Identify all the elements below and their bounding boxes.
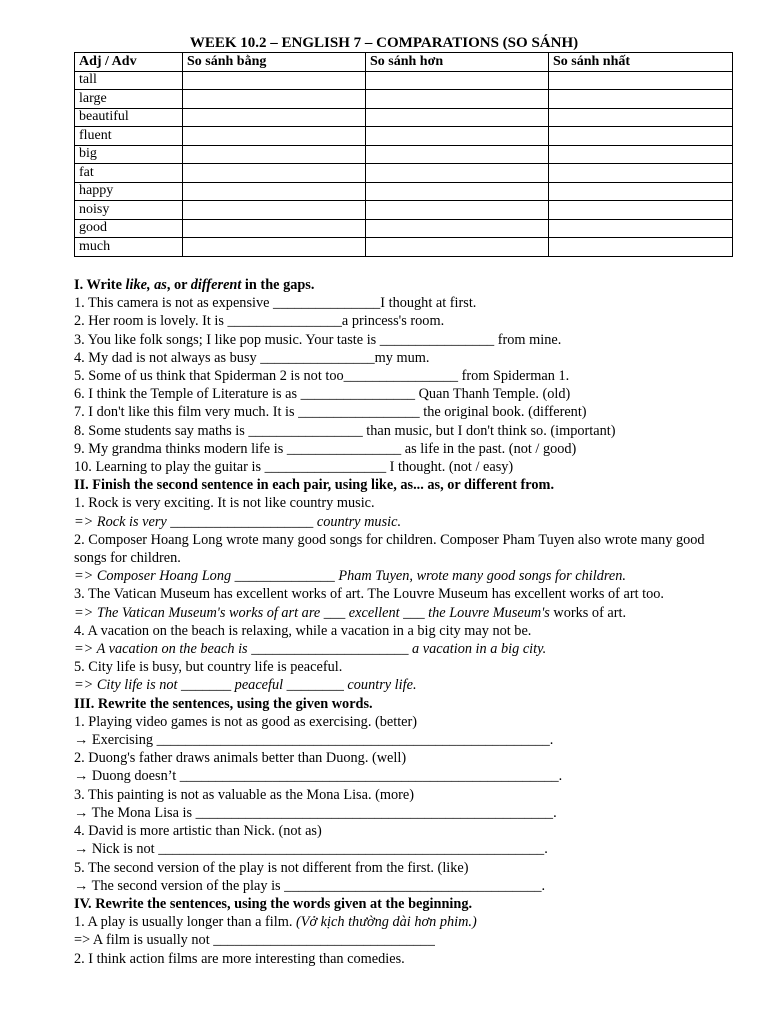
blank-cell[interactable] — [183, 145, 366, 164]
blank-cell[interactable] — [183, 71, 366, 90]
blank-cell[interactable] — [183, 201, 366, 220]
section-1-heading: I. Write like, as, or different in the gaps. — [74, 277, 315, 293]
word-cell: tall — [75, 71, 183, 90]
exercise-item: 4. A vacation on the beach is relaxing, while a vacation in a big city may not be. — [74, 622, 532, 639]
table-row — [75, 145, 733, 164]
comparison-table — [74, 52, 733, 257]
blank-cell[interactable] — [366, 238, 549, 257]
exercise-item: 10. Learning to play the guitar is _________________ I thought. (not / easy) — [74, 459, 514, 476]
blank-cell[interactable] — [549, 201, 733, 220]
blank-cell[interactable] — [366, 164, 549, 183]
section-2-heading: II. Finish the second sentence in each pair, using like, as... as, or different from. — [74, 477, 555, 494]
blank-cell[interactable] — [549, 238, 733, 257]
exercise-item: 7. I don't like this film very much. It is _________________ the original book. (different) — [74, 404, 587, 421]
blank-cell[interactable] — [549, 71, 733, 90]
exercise-content — [74, 276, 734, 968]
table-row — [75, 108, 733, 127]
blank-cell[interactable] — [549, 127, 733, 146]
answer-line: => City life is not _______ peaceful ________ country life. — [74, 677, 417, 694]
section-4-heading: IV. Rewrite the sentences, using the words given at the beginning. — [74, 895, 473, 912]
blank-cell[interactable] — [549, 108, 733, 127]
answer-line: → Nick is not ______________________________________________________. — [74, 841, 548, 858]
word-cell: much — [75, 238, 183, 257]
answer-line: => Rock is very ____________________ country music. — [74, 513, 402, 530]
answer-line: → Exercising _______________________________________________________. — [74, 732, 554, 749]
exercise-item: 2. Duong's father draws animals better than Duong. (well) — [74, 750, 407, 767]
exercise-item: 3. You like folk songs; I like pop music. Your taste is ________________ from mine. — [74, 331, 562, 348]
blank-cell[interactable] — [183, 90, 366, 109]
word-cell: beautiful — [75, 108, 183, 127]
blank-cell[interactable] — [183, 238, 366, 257]
exercise-item: 3. The Vatican Museum has excellent works of art. The Louvre Museum has excellent works of art too. — [74, 586, 664, 603]
column-header: So sánh bằng — [183, 53, 366, 72]
word-cell: fat — [75, 164, 183, 183]
blank-cell[interactable] — [183, 127, 366, 146]
blank-cell[interactable] — [183, 108, 366, 127]
table-row — [75, 201, 733, 220]
blank-cell[interactable] — [366, 90, 549, 109]
table-row — [75, 127, 733, 146]
blank-cell[interactable] — [549, 164, 733, 183]
blank-cell[interactable] — [183, 164, 366, 183]
blank-cell[interactable] — [366, 71, 549, 90]
table-row — [75, 182, 733, 201]
answer-line: → The second version of the play is ____________________________________. — [74, 877, 546, 894]
exercise-item: 3. This painting is not as valuable as the Mona Lisa. (more) — [74, 786, 415, 803]
exercise-item: 1. Playing video games is not as good as exercising. (better) — [74, 713, 418, 730]
blank-cell[interactable] — [183, 182, 366, 201]
table-row — [75, 219, 733, 238]
exercise-item: 1. This camera is not as expensive _______________I thought at first. — [74, 295, 477, 312]
blank-cell[interactable] — [549, 182, 733, 201]
column-header: So sánh hơn — [366, 53, 549, 72]
table-header-row — [75, 53, 733, 72]
blank-cell[interactable] — [183, 219, 366, 238]
answer-line: => Composer Hoang Long ______________ Pham Tuyen, wrote many good songs for children. — [74, 568, 626, 585]
exercise-item: 2. Her room is lovely. It is ________________a princess's room. — [74, 313, 445, 330]
answer-line: => A vacation on the beach is ______________________ a vacation in a big city. — [74, 641, 547, 658]
blank-cell[interactable] — [549, 219, 733, 238]
exercise-item: 6. I think the Temple of Literature is as ________________ Quan Thanh Temple. (old) — [74, 386, 571, 403]
answer-line: → Duong doesn’t _____________________________________________________. — [74, 768, 563, 785]
table-row — [75, 164, 733, 183]
table-row — [75, 238, 733, 257]
column-header: So sánh nhất — [549, 53, 733, 72]
answer-line: => A film is usually not _______________________________ — [74, 932, 435, 949]
exercise-item: 5. City life is busy, but country life is peaceful. — [74, 659, 343, 676]
word-cell: large — [75, 90, 183, 109]
answer-line: => The Vatican Museum's works of art are ___ excellent ___ the Louvre Museum's works of art. — [74, 604, 627, 621]
exercise-item: 1. A play is usually longer than a film. (Vở kịch thường dài hơn phim.) — [74, 914, 477, 931]
exercise-item: 9. My grandma thinks modern life is ________________ as life in the past. (not / good) — [74, 440, 577, 457]
exercise-item: 4. My dad is not always as busy ________________my mum. — [74, 349, 430, 366]
exercise-item: 2. Composer Hoang Long wrote many good songs for children. Composer Pham Tuyen also wrote many good songs for children. — [74, 531, 705, 567]
blank-cell[interactable] — [366, 127, 549, 146]
exercise-item: 1. Rock is very exciting. It is not like country music. — [74, 495, 375, 512]
word-cell: big — [75, 145, 183, 164]
word-cell: noisy — [75, 201, 183, 220]
word-cell: happy — [75, 182, 183, 201]
page-title: WEEK 10.2 – ENGLISH 7 – COMPARATIONS (SO SÁNH) — [189, 35, 579, 51]
exercise-item: 4. David is more artistic than Nick. (not as) — [74, 823, 322, 840]
blank-cell[interactable] — [366, 201, 549, 220]
column-header: Adj / Adv — [75, 53, 183, 72]
table-row — [75, 71, 733, 90]
blank-cell[interactable] — [366, 145, 549, 164]
section-3-heading: III. Rewrite the sentences, using the given words. — [74, 695, 373, 712]
exercise-item: 5. Some of us think that Spiderman 2 is not too________________ from Spiderman 1. — [74, 368, 570, 385]
blank-cell[interactable] — [366, 182, 549, 201]
blank-cell[interactable] — [366, 219, 549, 238]
exercise-item: 5. The second version of the play is not different from the first. (like) — [74, 859, 469, 876]
blank-cell[interactable] — [549, 90, 733, 109]
blank-cell[interactable] — [549, 145, 733, 164]
exercise-item: 2. I think action films are more interesting than comedies. — [74, 950, 405, 967]
word-cell: good — [75, 219, 183, 238]
blank-cell[interactable] — [366, 108, 549, 127]
exercise-item: 8. Some students say maths is ________________ than music, but I don't think so. (important) — [74, 422, 616, 439]
word-cell: fluent — [75, 127, 183, 146]
table-row — [75, 90, 733, 109]
answer-line: → The Mona Lisa is __________________________________________________. — [74, 804, 557, 821]
